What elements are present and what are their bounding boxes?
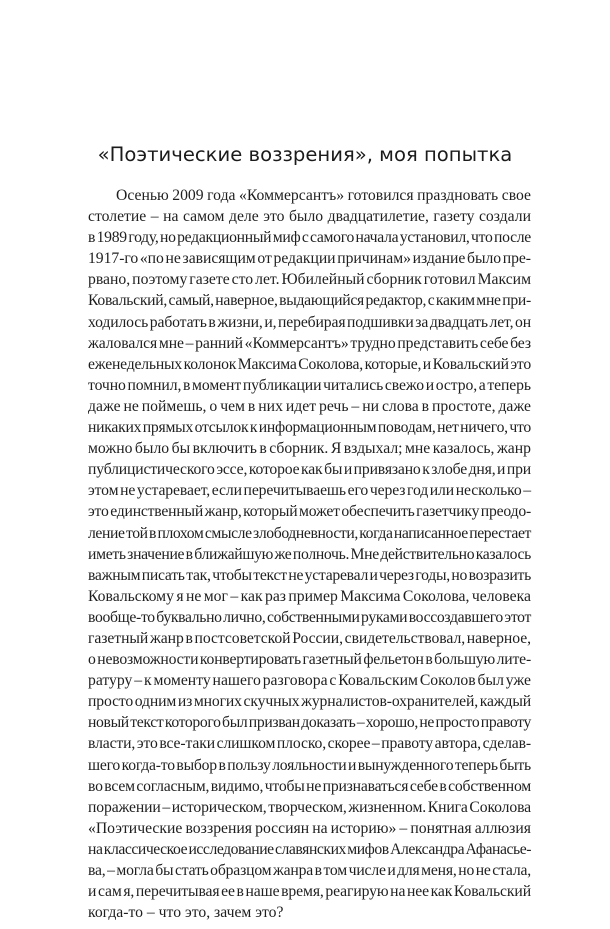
text-line: важным писать так, чтобы текст не устаревал и через годы, но возразить	[88, 566, 531, 584]
text-line: рвано, поэтому газете сто лет. Юбилейный сборник готовил Максим	[88, 271, 531, 289]
text-line: новый текст которого был призван доказать – хорошо, не просто правоту	[88, 714, 531, 732]
text-line: Ковальскому я не мог – как раз пример Максима Соколова, человека	[88, 587, 531, 605]
text-line: власти, это все-таки слишком плоско, скорее – правоту автора, сделав-	[88, 735, 531, 753]
text-line: поражении – историческом, творческом, жизненном. Книга Соколова	[88, 798, 531, 816]
text-line: ходилось работать в жизни, и, перебирая подшивки за двадцать лет, он	[88, 313, 531, 331]
text-line: еженедельных колонок Максима Соколова, которые, и Ковальский это	[88, 355, 531, 373]
text-line: публицистического эссе, которое как бы и привязано к злобе дня, и при	[88, 461, 531, 479]
text-line: можно было бы включить в сборник. Я вздыхал; мне казалось, жанр	[88, 440, 531, 458]
text-line: даже не поймешь, о чем в них идет речь – ни слова в простоте, даже	[88, 397, 531, 415]
text-line: ва, – могла бы стать образцом жанра в том числе и для меня, но не стала,	[88, 862, 531, 879]
text-line: иметь значение в ближайшую же полночь. Мне действительно казалось	[88, 545, 531, 563]
text-line: точно помнил, в момент публикации читались свежо и остро, а теперь	[88, 376, 531, 394]
text-line: просто одним из многих скучных журналистов-охранителей, каждый	[88, 693, 531, 711]
text-line: когда-то – что это, зачем это?	[88, 904, 284, 922]
text-line: это единственный жанр, который может обеспечить газетчику преодо-	[88, 503, 531, 521]
text-line: жаловался мне – ранний «Коммерсантъ» трудно представить себе без	[88, 334, 531, 352]
text-line: никаких прямых отсылок к информационным поводам, нет ничего, что	[88, 419, 531, 437]
text-line: газетный жанр в постсоветской России, свидетельствовал, наверное,	[88, 629, 531, 647]
text-line: шего когда-то выбор в пользу лояльности и вынужденного теперь быть	[88, 756, 531, 774]
text-line: вообще-то буквально лично, собственными руками воссоздавшего этот	[88, 608, 531, 626]
text-line: «Поэтические воззрения россиян на историю» – понятная аллюзия	[88, 819, 531, 837]
text-line: Осенью 2009 года «Коммерсантъ» готовился праздновать свое	[116, 187, 531, 204]
text-line: и сам я, перечитывая ее в наше время, реагирую на нее как Ковальский	[88, 883, 531, 901]
text-line: 1917-го «по не зависящим от редакции причинам» издание было пре-	[88, 250, 531, 268]
text-line: Ковальский, самый, наверное, выдающийся редактор, с каким мне при-	[88, 292, 531, 310]
text-line: во всем согласным, видимо, чтобы не признаваться себе в собственном	[88, 777, 531, 795]
text-line: о невозможности конвертировать газетный фельетон в большую лите-	[88, 651, 531, 669]
text-line: в 1989 году, но редакционный миф с самого начала установил, что после	[88, 229, 531, 247]
chapter-heading: «Поэтические воззрения», моя попытка	[97, 143, 513, 166]
text-line: этом не устаревает, если перечитываешь его через год или несколько –	[88, 482, 531, 500]
body-paragraph	[88, 185, 531, 923]
text-line: на классическое исследование славянских мифов Александра Афанасье-	[88, 840, 531, 858]
text-line: ратуру – к моменту нашего разговора с Ковальским Соколов был уже	[88, 672, 531, 690]
text-line: столетие – на самом деле это было двадцатилетие, газету создали	[88, 208, 531, 226]
text-line: ление той в плохом смысле злободневности, когда написанное перестает	[88, 524, 531, 542]
